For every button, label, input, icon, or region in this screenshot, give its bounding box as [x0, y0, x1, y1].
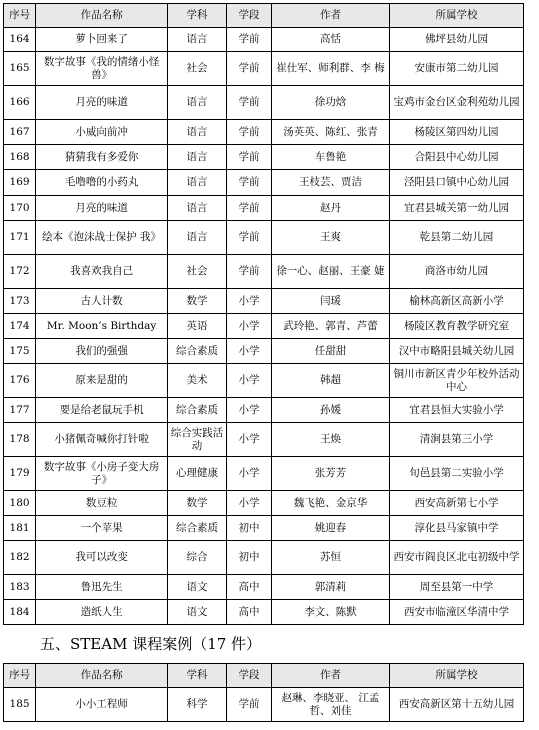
table-row: [4, 600, 524, 625]
cell-title: 我可以改变: [36, 541, 168, 575]
cell-subject: 语言: [168, 196, 227, 221]
cell-title: 绘本《泡沫战士保护 我》: [36, 221, 168, 255]
cell-school: 宜君县城关第一幼儿园: [389, 196, 523, 221]
cell-school: 淳化县马家镇中学: [389, 516, 523, 541]
table-row: [4, 398, 524, 423]
cell-author: 武玲艳、郭青、芦蕾: [272, 314, 390, 339]
cell-school: 清涧县第三小学: [389, 423, 523, 457]
cell-subject: 语言: [168, 28, 227, 52]
cell-subject: 语言: [168, 221, 227, 255]
cell-index: 167: [4, 120, 36, 145]
header-cell-title: 作品名称: [36, 4, 168, 28]
cell-title: 月亮的味道: [36, 86, 168, 120]
cell-school: 西安高新第七小学: [389, 491, 523, 516]
cell-title: 数豆粒: [36, 491, 168, 516]
cell-stage: 小学: [227, 339, 272, 364]
cell-stage: 学前: [227, 688, 272, 722]
cell-stage: 学前: [227, 28, 272, 52]
cell-subject: 社会: [168, 52, 227, 86]
header-cell-stage: 学段: [227, 4, 272, 28]
cell-index: 182: [4, 541, 36, 575]
table-row: [4, 423, 524, 457]
cell-stage: 学前: [227, 221, 272, 255]
steam-table-header: [4, 664, 524, 688]
cell-school: 西安市阎良区北屯初级中学: [389, 541, 523, 575]
cell-stage: 初中: [227, 541, 272, 575]
header-cell-author: 作者: [272, 664, 390, 688]
cell-author: 赵琳、李晓亚、 江孟哲、刘佳: [272, 688, 390, 722]
cell-subject: 数学: [168, 289, 227, 314]
header-cell-author: 作者: [272, 4, 390, 28]
cell-stage: 高中: [227, 575, 272, 600]
cell-school: 汉中市略阳县城关幼儿园: [389, 339, 523, 364]
cell-author: 汤英英、陈红、张青: [272, 120, 390, 145]
table-row: [4, 145, 524, 170]
cell-title: 小小工程师: [36, 688, 168, 722]
cell-index: 179: [4, 457, 36, 491]
table-row: [4, 28, 524, 52]
cell-title: 猜猜我有多爱你: [36, 145, 168, 170]
cell-author: 车鲁艳: [272, 145, 390, 170]
cell-title: 一个苹果: [36, 516, 168, 541]
cell-school: 佛坪县幼儿园: [389, 28, 523, 52]
cell-school: 合阳县中心幼儿园: [389, 145, 523, 170]
cell-school: 商洛市幼儿园: [389, 255, 523, 289]
cell-title: 数字故事《小房子变大房子》: [36, 457, 168, 491]
cell-index: 169: [4, 170, 36, 196]
steam-table-body: [4, 688, 524, 722]
table-row: [4, 457, 524, 491]
cell-index: 176: [4, 364, 36, 398]
cell-index: 174: [4, 314, 36, 339]
cell-index: 178: [4, 423, 36, 457]
works-table-body: [4, 28, 524, 625]
header-cell-subject: 学科: [168, 4, 227, 28]
cell-school: 泾阳县口镇中心幼儿园: [389, 170, 523, 196]
cell-author: 任甜甜: [272, 339, 390, 364]
header-cell-school: 所属学校: [389, 4, 523, 28]
cell-subject: 社会: [168, 255, 227, 289]
cell-subject: 综合素质: [168, 516, 227, 541]
cell-author: 王焕: [272, 423, 390, 457]
table-row: [4, 575, 524, 600]
cell-subject: 英语: [168, 314, 227, 339]
cell-author: 王爽: [272, 221, 390, 255]
header-cell-school: 所属学校: [389, 664, 523, 688]
cell-subject: 综合素质: [168, 398, 227, 423]
cell-author: 韩超: [272, 364, 390, 398]
cell-author: 李文、陈默: [272, 600, 390, 625]
table-row: [4, 289, 524, 314]
cell-title: 小猪佩奇喊你打针啦: [36, 423, 168, 457]
cell-stage: 学前: [227, 255, 272, 289]
cell-stage: 学前: [227, 145, 272, 170]
table-row: [4, 255, 524, 289]
cell-stage: 小学: [227, 364, 272, 398]
cell-index: 168: [4, 145, 36, 170]
cell-subject: 美术: [168, 364, 227, 398]
cell-stage: 学前: [227, 86, 272, 120]
cell-title: 毛噜噜的小药丸: [36, 170, 168, 196]
cell-subject: 语文: [168, 575, 227, 600]
cell-index: 165: [4, 52, 36, 86]
table-row: [4, 339, 524, 364]
cell-school: 宝鸡市金台区金利苑幼儿园: [389, 86, 523, 120]
cell-title: 小威向前冲: [36, 120, 168, 145]
table-row: [4, 516, 524, 541]
cell-school: 榆林高新区高新小学: [389, 289, 523, 314]
cell-stage: 初中: [227, 516, 272, 541]
header-cell-stage: 学段: [227, 664, 272, 688]
header-row: [4, 664, 524, 688]
cell-school: 乾县第二幼儿园: [389, 221, 523, 255]
steam-table: [3, 663, 524, 722]
cell-subject: 综合素质: [168, 339, 227, 364]
cell-index: 183: [4, 575, 36, 600]
header-cell-index: 序号: [4, 4, 36, 28]
cell-school: 西安市临潼区华清中学: [389, 600, 523, 625]
cell-index: 181: [4, 516, 36, 541]
table-row: [4, 221, 524, 255]
cell-school: 杨陵区第四幼儿园: [389, 120, 523, 145]
cell-author: 郭清莉: [272, 575, 390, 600]
cell-school: 宜君县恒大实验小学: [389, 398, 523, 423]
cell-stage: 小学: [227, 398, 272, 423]
table-row: [4, 86, 524, 120]
cell-index: 166: [4, 86, 36, 120]
cell-stage: 学前: [227, 52, 272, 86]
cell-subject: 语文: [168, 600, 227, 625]
cell-subject: 科学: [168, 688, 227, 722]
cell-stage: 高中: [227, 600, 272, 625]
table-row: [4, 541, 524, 575]
cell-author: 孙媛: [272, 398, 390, 423]
cell-school: 西安高新区第十五幼儿园: [389, 688, 523, 722]
header-row: [4, 4, 524, 28]
table-row: [4, 314, 524, 339]
cell-title: 我们的强强: [36, 339, 168, 364]
cell-author: 徐功焓: [272, 86, 390, 120]
table-row: [4, 52, 524, 86]
cell-title: 我喜欢我自己: [36, 255, 168, 289]
cell-school: 周至县第一中学: [389, 575, 523, 600]
table-row: [4, 170, 524, 196]
table-row: [4, 364, 524, 398]
cell-subject: 语言: [168, 145, 227, 170]
header-cell-index: 序号: [4, 664, 36, 688]
cell-title: 萝卜回来了: [36, 28, 168, 52]
cell-author: 徐一心、赵丽、王豪 婕: [272, 255, 390, 289]
cell-title: 要是给老鼠玩手机: [36, 398, 168, 423]
cell-title: 原来是甜的: [36, 364, 168, 398]
cell-title: 造纸人生: [36, 600, 168, 625]
cell-stage: 学前: [227, 120, 272, 145]
header-cell-subject: 学科: [168, 664, 227, 688]
cell-title: 鲁迅先生: [36, 575, 168, 600]
cell-index: 184: [4, 600, 36, 625]
cell-school: 安康市第二幼儿园: [389, 52, 523, 86]
cell-subject: 语言: [168, 86, 227, 120]
cell-author: 闫瑗: [272, 289, 390, 314]
cell-school: 杨陵区教育教学研究室: [389, 314, 523, 339]
cell-stage: 小学: [227, 423, 272, 457]
section-title: 五、STEAM 课程案例（17 件）: [40, 635, 262, 653]
cell-school: 铜川市新区青少年校外活动中心: [389, 364, 523, 398]
cell-school: 旬邑县第二实验小学: [389, 457, 523, 491]
cell-title: 古人计数: [36, 289, 168, 314]
cell-index: 171: [4, 221, 36, 255]
cell-stage: 小学: [227, 314, 272, 339]
cell-index: 180: [4, 491, 36, 516]
table-row: [4, 120, 524, 145]
cell-subject: 语言: [168, 170, 227, 196]
cell-author: 张芳芳: [272, 457, 390, 491]
cell-index: 175: [4, 339, 36, 364]
cell-index: 177: [4, 398, 36, 423]
header-cell-title: 作品名称: [36, 664, 168, 688]
cell-index: 172: [4, 255, 36, 289]
cell-title: Mr. Moon’s Birthday: [36, 314, 168, 339]
cell-stage: 小学: [227, 289, 272, 314]
cell-title: 数字故事《我的情绪小怪兽》: [36, 52, 168, 86]
table-row: [4, 491, 524, 516]
cell-author: 高恬: [272, 28, 390, 52]
cell-title: 月亮的味道: [36, 196, 168, 221]
table-row: [4, 196, 524, 221]
cell-author: 王枝芸、贾洁: [272, 170, 390, 196]
cell-stage: 小学: [227, 457, 272, 491]
cell-subject: 综合实践活 动: [168, 423, 227, 457]
works-table: [3, 3, 524, 625]
works-table-header: [4, 4, 524, 28]
cell-author: 姚迎春: [272, 516, 390, 541]
cell-index: 173: [4, 289, 36, 314]
cell-author: 苏恒: [272, 541, 390, 575]
table-row: [4, 688, 524, 722]
cell-index: 170: [4, 196, 36, 221]
cell-subject: 数学: [168, 491, 227, 516]
cell-author: 赵丹: [272, 196, 390, 221]
cell-subject: 语言: [168, 120, 227, 145]
cell-index: 185: [4, 688, 36, 722]
cell-stage: 学前: [227, 170, 272, 196]
cell-stage: 小学: [227, 491, 272, 516]
cell-subject: 心理健康: [168, 457, 227, 491]
cell-author: 崔仕军、师利群、李 梅: [272, 52, 390, 86]
cell-stage: 学前: [227, 196, 272, 221]
cell-index: 164: [4, 28, 36, 52]
cell-author: 魏飞艳、金京华: [272, 491, 390, 516]
cell-subject: 综合: [168, 541, 227, 575]
